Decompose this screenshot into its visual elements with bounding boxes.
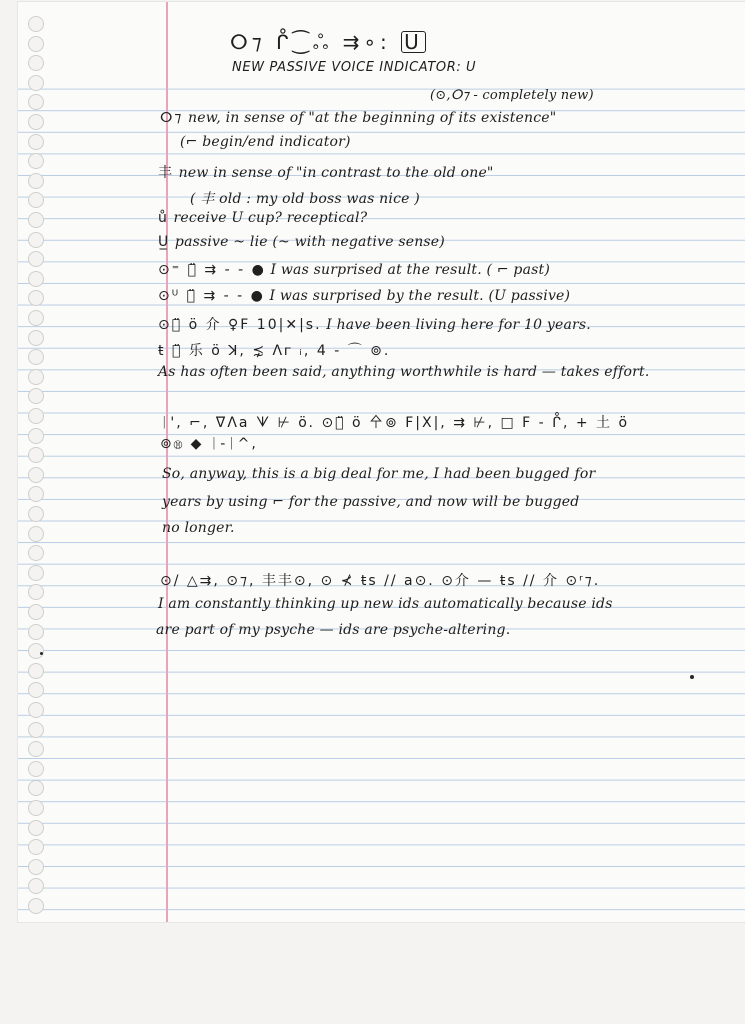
paragraph-text-line-1: So, anyway, this is a big deal for me, I had been bugged for xyxy=(162,466,596,482)
vocab-glyph: ů xyxy=(158,210,169,226)
punch-hole xyxy=(28,16,44,32)
punch-hole xyxy=(28,388,44,404)
spiral-holes xyxy=(18,2,48,922)
closing-glyph-line: ⊙/ △⇉, ⊙⁊, 丰丰⊙, ⊙ ⊀ ŧs // a⊙. ⊙介 — ŧs // 介 ⊙ʳ⁊. xyxy=(160,573,601,589)
punch-hole xyxy=(28,408,44,424)
paragraph-glyph-line-2: ⊚Ⓜ ◆ ᛁ-ᛁ^, xyxy=(160,436,258,452)
vocab-entry-passive xyxy=(158,234,445,250)
punch-hole xyxy=(28,467,44,483)
punch-hole xyxy=(28,114,44,130)
punch-hole xyxy=(28,192,44,208)
punch-hole xyxy=(28,349,44,365)
sentence-surprised-at xyxy=(158,262,550,278)
punch-hole xyxy=(28,55,44,71)
ink-dot xyxy=(40,652,43,655)
boxed-passive-glyph: U xyxy=(401,31,426,53)
title-heading: NEW PASSIVE VOICE INDICATOR: U xyxy=(232,60,477,75)
sentence-glyphs: ŧ ㄣ̈ 乐 ö ꓘ, ⋨ ᐱ𐌲 ᵢ, 4 - ⌒ ⊚. xyxy=(158,343,391,359)
sentence-text: I have been living here for 10 years. xyxy=(326,317,591,333)
punch-hole xyxy=(28,565,44,581)
vocab-text: new in sense of "in contrast to the old one" xyxy=(178,165,494,181)
punch-hole xyxy=(28,722,44,738)
punch-hole xyxy=(28,310,44,326)
punch-hole xyxy=(28,859,44,875)
punch-hole xyxy=(28,506,44,522)
vocab-entry-new-contrast xyxy=(158,162,494,182)
title-glyphs xyxy=(230,30,426,57)
punch-hole xyxy=(28,36,44,52)
vocab-entry-begin-end xyxy=(180,134,351,150)
vocab-entry-old xyxy=(190,188,420,208)
punch-hole xyxy=(28,369,44,385)
vocab-text: receive U cup? receptical? xyxy=(173,210,368,226)
sentence-text: As has often been said, anything worthwhile is hard — takes effort. xyxy=(158,364,650,380)
punch-hole xyxy=(28,290,44,306)
closing-text-line-2: are part of my psyche — ids are psyche-altering. xyxy=(156,622,511,638)
margin-rule xyxy=(166,2,168,922)
title-glyph-text: ⵔ⁊ ᒊ⁐ஃ ⇉∘: xyxy=(230,30,391,54)
sentence-living-here xyxy=(158,314,591,334)
punch-hole xyxy=(28,682,44,698)
sentence-proverb-translation xyxy=(158,364,650,380)
sentence-glyphs: ⊙ㄣ̈ ö 介 ♀F 10|✕|s. xyxy=(158,317,322,333)
vocab-text: ( 丰 old : my old boss was nice ) xyxy=(190,191,420,207)
punch-hole xyxy=(28,780,44,796)
vocab-text: passive ~ lie (~ with negative sense) xyxy=(174,234,445,250)
vocab-entry-new xyxy=(160,110,556,126)
ink-dot xyxy=(690,675,694,679)
punch-hole xyxy=(28,173,44,189)
punch-hole xyxy=(28,584,44,600)
punch-hole xyxy=(28,663,44,679)
vocab-text: new, in sense of "at the beginning of its existence" xyxy=(188,110,557,126)
closing-text-line-1: I am constantly thinking up new ids automatically because ids xyxy=(158,596,613,612)
punch-hole xyxy=(28,800,44,816)
punch-hole xyxy=(28,604,44,620)
sentence-glyphs: ⊙ᵁ ㄣ̈ ⇉ - - ● xyxy=(158,288,265,304)
paragraph-glyph-line-1: ᛁ', ⌐, ᐁᐱa ᗐ ⊬ ö. ⊙ㄣ̈ ö 㐃⊚ F|X|, ⇉ ⊬, □ F - ᒊ, + 土 ö xyxy=(160,415,630,431)
notebook-sheet xyxy=(18,2,745,922)
punch-hole xyxy=(28,820,44,836)
punch-hole xyxy=(28,486,44,502)
sentence-surprised-by xyxy=(158,288,570,304)
punch-hole xyxy=(28,251,44,267)
paragraph-text-line-2: years by using ⌐ for the passive, and now will be bugged xyxy=(162,494,580,510)
punch-hole xyxy=(28,839,44,855)
punch-hole xyxy=(28,447,44,463)
punch-hole xyxy=(28,878,44,894)
title-subnote: (⊙,ⵔ⁊ - completely new) xyxy=(430,88,594,103)
vocab-text: (⌐ begin/end indicator) xyxy=(180,134,351,150)
vocab-entry-receive xyxy=(158,210,367,226)
punch-hole xyxy=(28,761,44,777)
punch-hole xyxy=(28,75,44,91)
punch-hole xyxy=(28,232,44,248)
sentence-text: I was surprised at the result. ( ⌐ past) xyxy=(270,262,550,278)
sentence-glyphs: ⊙⁼ ㄣ̈ ⇉ - - ● xyxy=(158,262,266,278)
paragraph-text-line-3: no longer. xyxy=(162,520,235,536)
punch-hole xyxy=(28,330,44,346)
vocab-glyph: ⵔ⁊ xyxy=(160,110,184,126)
punch-hole xyxy=(28,153,44,169)
sentence-glyph-proverb xyxy=(158,340,390,360)
punch-hole xyxy=(28,94,44,110)
vocab-glyph: 丰 xyxy=(158,165,174,181)
punch-hole xyxy=(28,134,44,150)
punch-hole xyxy=(28,898,44,914)
punch-hole xyxy=(28,741,44,757)
punch-hole xyxy=(28,545,44,561)
sentence-text: I was surprised by the result. (U passive) xyxy=(269,288,571,304)
punch-hole xyxy=(28,624,44,640)
punch-hole xyxy=(28,212,44,228)
punch-hole xyxy=(28,271,44,287)
punch-hole xyxy=(28,428,44,444)
punch-hole xyxy=(28,702,44,718)
punch-hole xyxy=(28,526,44,542)
vocab-glyph: U̲ xyxy=(158,234,171,250)
